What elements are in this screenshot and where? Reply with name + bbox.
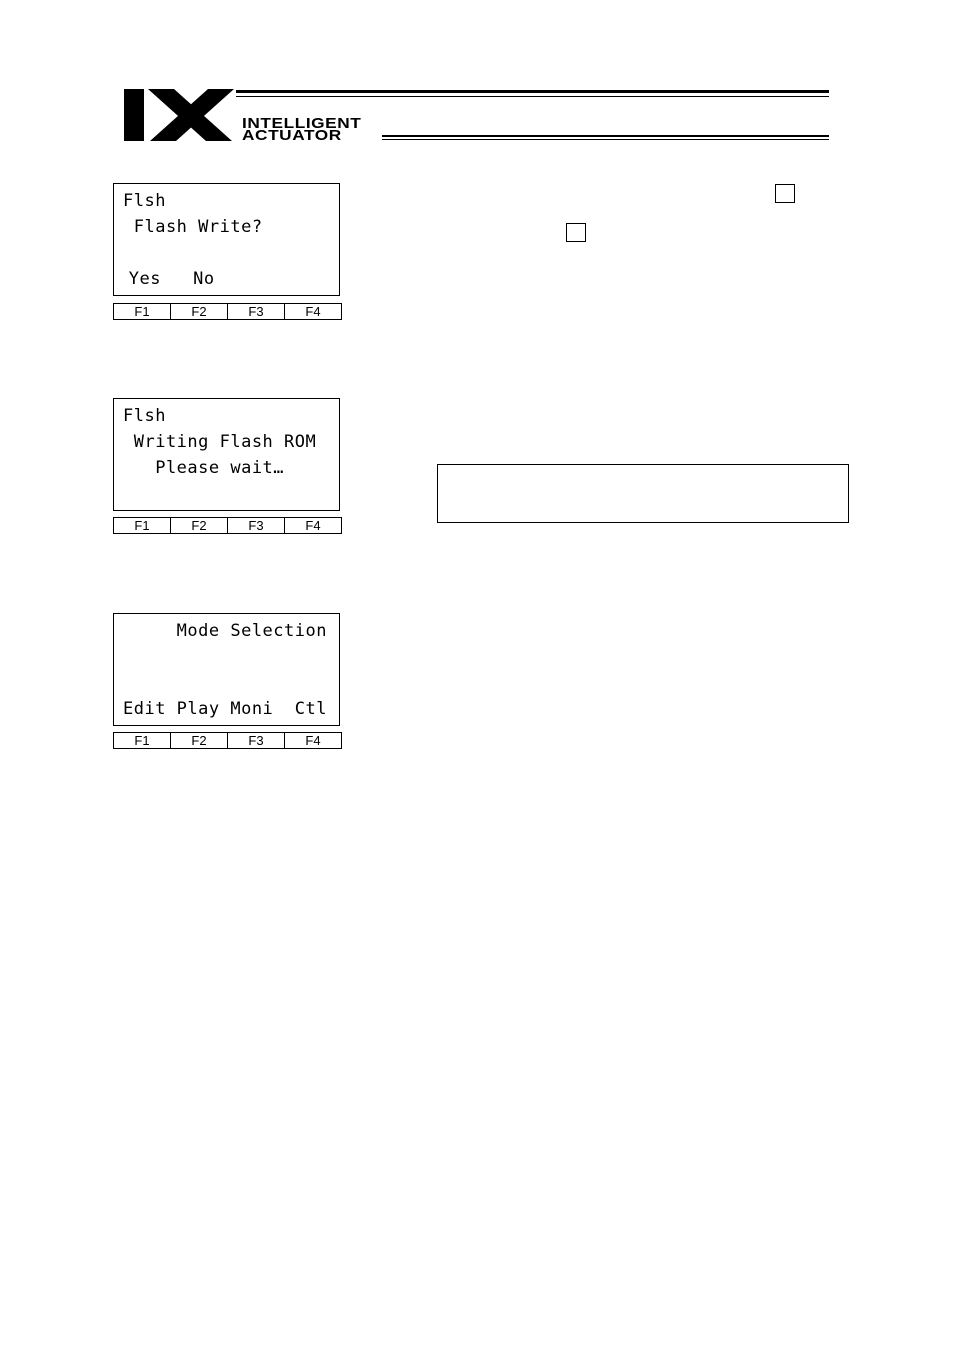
lcd-line-1: Flsh [123, 191, 166, 211]
lcd-line-1: Flsh [123, 406, 166, 426]
f2-key[interactable]: F2 [171, 518, 228, 533]
f4-key[interactable]: F4 [305, 733, 321, 748]
function-key-row [113, 303, 342, 320]
lcd-line-1: Mode Selection [123, 621, 327, 641]
f3-key[interactable]: F3 [228, 304, 285, 319]
lcd-line-2: Flash Write? [123, 217, 263, 237]
lcd-screen-writing-flash [113, 398, 340, 511]
f1-key[interactable]: F1 [114, 304, 171, 319]
f2-key[interactable]: F2 [171, 304, 228, 319]
lcd-line-2: Writing Flash ROM [123, 432, 317, 452]
f1-key[interactable]: F1 [114, 518, 171, 533]
f4-key[interactable]: F4 [305, 518, 321, 533]
key-symbol-box [566, 223, 586, 242]
key-symbol-box [775, 184, 795, 203]
header-rule-bottom-thin [382, 139, 829, 140]
function-key-row [113, 517, 342, 534]
header-rule-top-thin [236, 96, 829, 97]
lcd-line-4: Yes No [118, 269, 215, 289]
f2-key[interactable]: F2 [171, 733, 228, 748]
lcd-screen-flash-confirm [113, 183, 340, 296]
f1-key[interactable]: F1 [114, 733, 171, 748]
function-key-row [113, 732, 342, 749]
lcd-screen-mode-selection [113, 613, 340, 726]
lcd-line-4: Edit Play Moni Ctl [123, 699, 327, 719]
header-rule-top-thick [236, 90, 829, 93]
ix-logo-icon [124, 89, 236, 141]
f4-key[interactable]: F4 [305, 304, 321, 319]
header-rule-bottom-thick [382, 135, 829, 137]
brand-name-line2: ACTUATOR [242, 127, 342, 144]
note-box [437, 464, 849, 523]
f3-key[interactable]: F3 [228, 733, 285, 748]
lcd-line-3: Please wait… [123, 458, 285, 478]
f3-key[interactable]: F3 [228, 518, 285, 533]
brand-name-line1: INTELLIGENT [242, 115, 362, 132]
